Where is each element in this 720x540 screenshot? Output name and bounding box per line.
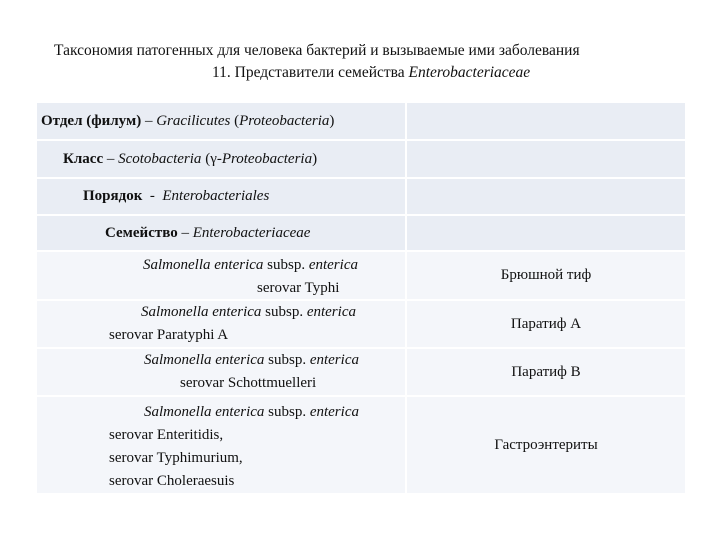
table-row [37, 252, 685, 299]
class-cell: Класс – Scotobacteria (γ-Proteobacteria) [37, 141, 405, 177]
table-row-order [37, 179, 685, 214]
order-cell: Порядок - Enterobacteriales [37, 179, 405, 214]
empty-cell [407, 103, 685, 139]
phylum-cell: Отдел (филум) – Gracilicutes (Proteobacteria) [37, 103, 405, 139]
table-row-family [37, 216, 685, 250]
disease-cell: Гастроэнтериты [407, 397, 685, 493]
disease-cell: Паратиф В [407, 349, 685, 395]
organism-cell: Salmonella enterica subsp. enterica serovar Enteritidis, serovar Typhimurium, serovar Choleraesuis [37, 397, 405, 493]
organism-cell: Salmonella enterica subsp. enterica serovar Paratyphi A [37, 301, 405, 347]
empty-cell [407, 141, 685, 177]
empty-cell [407, 179, 685, 214]
table-row-phylum [37, 103, 685, 139]
family-name-title: Enterobacteriaceae [408, 64, 531, 81]
family-cell: Семейство – Enterobacteriaceae [37, 216, 405, 250]
table-row [37, 349, 685, 395]
table-row [37, 301, 685, 347]
table-row [37, 397, 685, 493]
organism-cell: Salmonella enterica subsp. enterica serovar Typhi [37, 252, 405, 299]
title-line-2: 11. Представители семейства Enterobacteriaceae [212, 64, 531, 81]
title-line-1: Таксономия патогенных для человека бактерий и вызываемые ими заболевания [54, 42, 580, 59]
taxonomy-table [37, 103, 685, 493]
empty-cell [407, 216, 685, 250]
table-row-class [37, 141, 685, 177]
organism-cell: Salmonella enterica subsp. enterica serovar Schottmuelleri [37, 349, 405, 395]
disease-cell: Брюшной тиф [407, 252, 685, 299]
disease-cell: Паратиф А [407, 301, 685, 347]
